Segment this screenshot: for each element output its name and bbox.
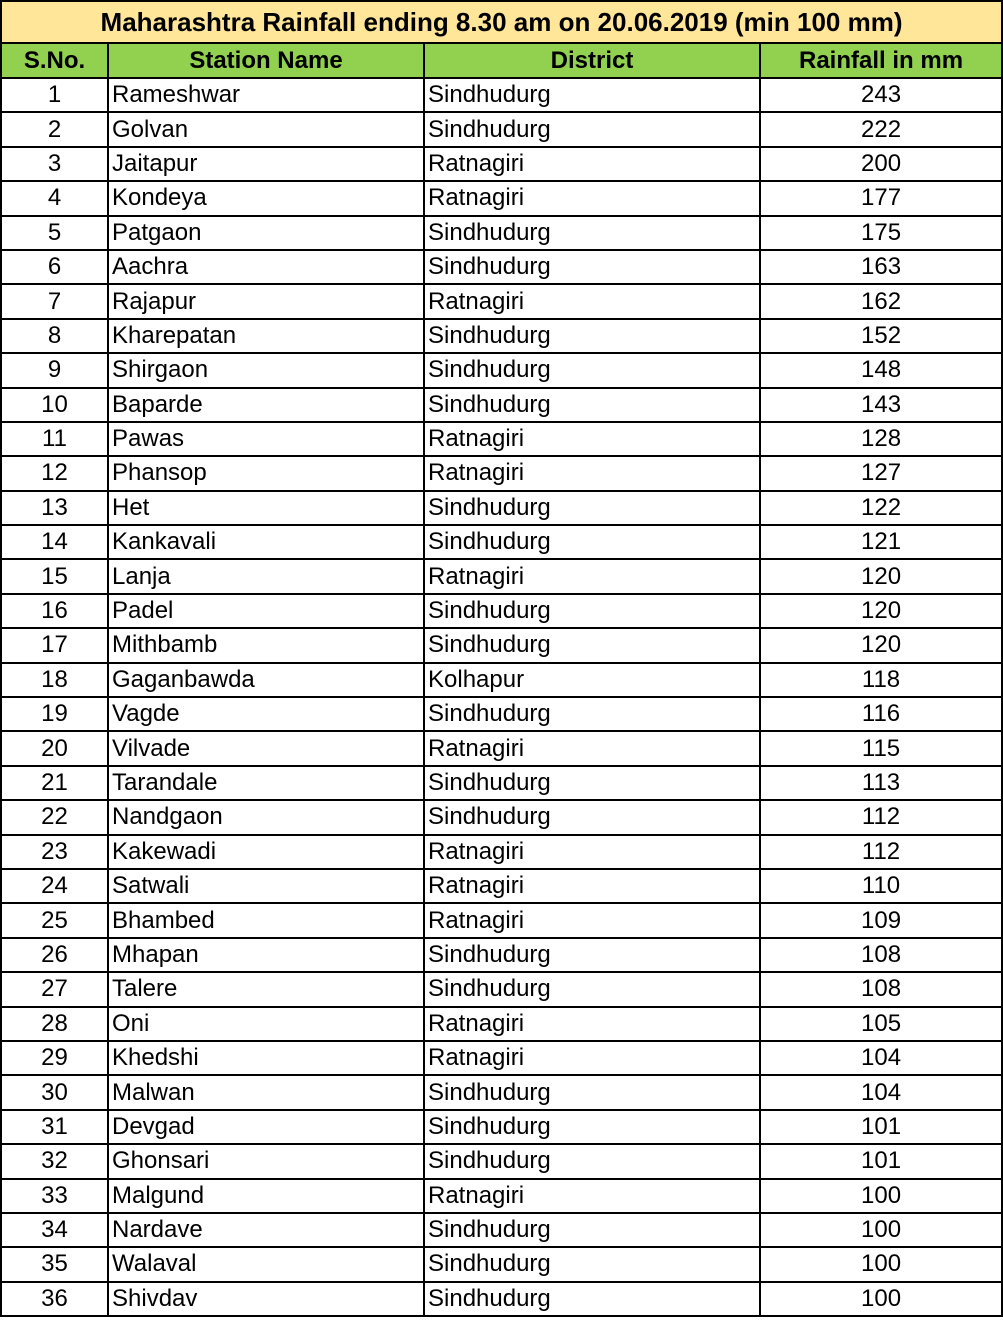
cell-sno: 19 [1, 697, 108, 731]
cell-sno: 24 [1, 869, 108, 903]
cell-district: Ratnagiri [424, 422, 760, 456]
table-row [1, 388, 1002, 422]
cell-rainfall: 222 [760, 112, 1002, 146]
cell-rainfall: 116 [760, 697, 1002, 731]
cell-rainfall: 112 [760, 800, 1002, 834]
cell-station-name: Kondeya [108, 181, 424, 215]
cell-district: Sindhudurg [424, 594, 760, 628]
cell-station-name: Phansop [108, 456, 424, 490]
table-row [1, 216, 1002, 250]
table-title: Maharashtra Rainfall ending 8.30 am on 20.06.2019 (min 100 mm) [1, 1, 1002, 43]
table-row [1, 112, 1002, 146]
cell-station-name: Malwan [108, 1075, 424, 1109]
cell-district: Sindhudurg [424, 800, 760, 834]
header-rainfall: Rainfall in mm [760, 43, 1002, 78]
cell-station-name: Devgad [108, 1110, 424, 1144]
cell-station-name: Bhambed [108, 903, 424, 937]
cell-sno: 5 [1, 216, 108, 250]
table-row [1, 1213, 1002, 1247]
cell-station-name: Oni [108, 1007, 424, 1041]
cell-station-name: Vilvade [108, 731, 424, 765]
cell-station-name: Malgund [108, 1179, 424, 1213]
cell-rainfall: 120 [760, 628, 1002, 662]
cell-rainfall: 110 [760, 869, 1002, 903]
cell-rainfall: 152 [760, 319, 1002, 353]
cell-district: Sindhudurg [424, 628, 760, 662]
cell-rainfall: 104 [760, 1041, 1002, 1075]
cell-district: Sindhudurg [424, 216, 760, 250]
cell-station-name: Satwali [108, 869, 424, 903]
cell-sno: 23 [1, 835, 108, 869]
header-sno: S.No. [1, 43, 108, 78]
cell-station-name: Ghonsari [108, 1144, 424, 1178]
table-row [1, 559, 1002, 593]
cell-rainfall: 175 [760, 216, 1002, 250]
cell-station-name: Rajapur [108, 284, 424, 318]
cell-sno: 35 [1, 1247, 108, 1281]
cell-district: Sindhudurg [424, 938, 760, 972]
table-row [1, 78, 1002, 112]
cell-district: Kolhapur [424, 663, 760, 697]
table-row [1, 1282, 1002, 1316]
cell-sno: 20 [1, 731, 108, 765]
cell-rainfall: 100 [760, 1179, 1002, 1213]
cell-district: Sindhudurg [424, 697, 760, 731]
table-row [1, 835, 1002, 869]
table-row [1, 1041, 1002, 1075]
cell-district: Sindhudurg [424, 78, 760, 112]
cell-rainfall: 108 [760, 938, 1002, 972]
table-row [1, 1007, 1002, 1041]
cell-rainfall: 162 [760, 284, 1002, 318]
cell-rainfall: 113 [760, 766, 1002, 800]
cell-rainfall: 200 [760, 147, 1002, 181]
cell-sno: 21 [1, 766, 108, 800]
cell-sno: 9 [1, 353, 108, 387]
table-row [1, 147, 1002, 181]
table-row [1, 972, 1002, 1006]
cell-rainfall: 104 [760, 1075, 1002, 1109]
cell-district: Sindhudurg [424, 1282, 760, 1316]
cell-sno: 27 [1, 972, 108, 1006]
header-district: District [424, 43, 760, 78]
table-row [1, 594, 1002, 628]
cell-rainfall: 105 [760, 1007, 1002, 1041]
header-row [1, 43, 1002, 78]
cell-sno: 16 [1, 594, 108, 628]
cell-district: Sindhudurg [424, 766, 760, 800]
table-row [1, 938, 1002, 972]
cell-district: Sindhudurg [424, 112, 760, 146]
cell-sno: 18 [1, 663, 108, 697]
cell-station-name: Mhapan [108, 938, 424, 972]
table-row [1, 491, 1002, 525]
cell-district: Ratnagiri [424, 456, 760, 490]
cell-rainfall: 128 [760, 422, 1002, 456]
table-row [1, 181, 1002, 215]
cell-station-name: Padel [108, 594, 424, 628]
cell-station-name: Walaval [108, 1247, 424, 1281]
cell-rainfall: 177 [760, 181, 1002, 215]
cell-station-name: Jaitapur [108, 147, 424, 181]
cell-station-name: Tarandale [108, 766, 424, 800]
cell-sno: 26 [1, 938, 108, 972]
cell-rainfall: 122 [760, 491, 1002, 525]
cell-district: Ratnagiri [424, 1007, 760, 1041]
cell-district: Ratnagiri [424, 835, 760, 869]
cell-sno: 28 [1, 1007, 108, 1041]
cell-sno: 34 [1, 1213, 108, 1247]
table-row [1, 869, 1002, 903]
header-station-name: Station Name [108, 43, 424, 78]
cell-rainfall: 243 [760, 78, 1002, 112]
cell-district: Sindhudurg [424, 491, 760, 525]
cell-station-name: Nandgaon [108, 800, 424, 834]
cell-rainfall: 148 [760, 353, 1002, 387]
cell-sno: 32 [1, 1144, 108, 1178]
cell-station-name: Gaganbawda [108, 663, 424, 697]
cell-station-name: Nardave [108, 1213, 424, 1247]
cell-station-name: Shirgaon [108, 353, 424, 387]
cell-district: Sindhudurg [424, 972, 760, 1006]
cell-district: Ratnagiri [424, 869, 760, 903]
table-body [1, 78, 1002, 1316]
cell-station-name: Kharepatan [108, 319, 424, 353]
table-row [1, 284, 1002, 318]
cell-rainfall: 143 [760, 388, 1002, 422]
cell-district: Ratnagiri [424, 903, 760, 937]
cell-district: Ratnagiri [424, 181, 760, 215]
table-row [1, 1179, 1002, 1213]
cell-sno: 25 [1, 903, 108, 937]
cell-sno: 30 [1, 1075, 108, 1109]
cell-district: Sindhudurg [424, 388, 760, 422]
table-row [1, 250, 1002, 284]
cell-rainfall: 100 [760, 1282, 1002, 1316]
cell-sno: 4 [1, 181, 108, 215]
cell-district: Sindhudurg [424, 525, 760, 559]
table-row [1, 525, 1002, 559]
cell-district: Ratnagiri [424, 284, 760, 318]
cell-rainfall: 121 [760, 525, 1002, 559]
cell-district: Ratnagiri [424, 1041, 760, 1075]
cell-rainfall: 115 [760, 731, 1002, 765]
cell-sno: 10 [1, 388, 108, 422]
cell-sno: 2 [1, 112, 108, 146]
cell-rainfall: 127 [760, 456, 1002, 490]
cell-station-name: Aachra [108, 250, 424, 284]
cell-station-name: Rameshwar [108, 78, 424, 112]
cell-sno: 36 [1, 1282, 108, 1316]
cell-rainfall: 112 [760, 835, 1002, 869]
cell-rainfall: 109 [760, 903, 1002, 937]
cell-district: Sindhudurg [424, 250, 760, 284]
cell-station-name: Kakewadi [108, 835, 424, 869]
cell-station-name: Het [108, 491, 424, 525]
cell-rainfall: 163 [760, 250, 1002, 284]
table-row [1, 1144, 1002, 1178]
cell-station-name: Talere [108, 972, 424, 1006]
cell-sno: 12 [1, 456, 108, 490]
cell-rainfall: 101 [760, 1110, 1002, 1144]
table-row [1, 353, 1002, 387]
cell-rainfall: 120 [760, 594, 1002, 628]
cell-district: Sindhudurg [424, 1247, 760, 1281]
cell-rainfall: 120 [760, 559, 1002, 593]
table-row [1, 456, 1002, 490]
cell-sno: 14 [1, 525, 108, 559]
table-row [1, 903, 1002, 937]
cell-rainfall: 118 [760, 663, 1002, 697]
cell-sno: 8 [1, 319, 108, 353]
cell-station-name: Baparde [108, 388, 424, 422]
table-row [1, 1247, 1002, 1281]
cell-sno: 15 [1, 559, 108, 593]
cell-sno: 1 [1, 78, 108, 112]
cell-district: Ratnagiri [424, 147, 760, 181]
cell-station-name: Lanja [108, 559, 424, 593]
table-row [1, 800, 1002, 834]
cell-district: Sindhudurg [424, 1144, 760, 1178]
cell-station-name: Kankavali [108, 525, 424, 559]
cell-sno: 13 [1, 491, 108, 525]
cell-station-name: Shivdav [108, 1282, 424, 1316]
cell-station-name: Patgaon [108, 216, 424, 250]
table-row [1, 1075, 1002, 1109]
table-row [1, 319, 1002, 353]
cell-district: Ratnagiri [424, 731, 760, 765]
cell-district: Sindhudurg [424, 1213, 760, 1247]
table-row [1, 422, 1002, 456]
cell-sno: 29 [1, 1041, 108, 1075]
cell-sno: 33 [1, 1179, 108, 1213]
cell-sno: 31 [1, 1110, 108, 1144]
cell-rainfall: 100 [760, 1213, 1002, 1247]
cell-district: Sindhudurg [424, 353, 760, 387]
cell-district: Sindhudurg [424, 1110, 760, 1144]
cell-station-name: Mithbamb [108, 628, 424, 662]
cell-district: Ratnagiri [424, 1179, 760, 1213]
cell-rainfall: 108 [760, 972, 1002, 1006]
cell-rainfall: 100 [760, 1247, 1002, 1281]
cell-sno: 17 [1, 628, 108, 662]
cell-sno: 6 [1, 250, 108, 284]
cell-sno: 7 [1, 284, 108, 318]
table-row [1, 628, 1002, 662]
cell-station-name: Khedshi [108, 1041, 424, 1075]
cell-station-name: Vagde [108, 697, 424, 731]
cell-sno: 11 [1, 422, 108, 456]
title-row [1, 1, 1002, 43]
table-row [1, 731, 1002, 765]
cell-station-name: Pawas [108, 422, 424, 456]
cell-rainfall: 101 [760, 1144, 1002, 1178]
cell-sno: 22 [1, 800, 108, 834]
cell-district: Sindhudurg [424, 319, 760, 353]
cell-sno: 3 [1, 147, 108, 181]
cell-station-name: Golvan [108, 112, 424, 146]
table-row [1, 766, 1002, 800]
table-row [1, 663, 1002, 697]
cell-district: Ratnagiri [424, 559, 760, 593]
table-row [1, 1110, 1002, 1144]
table-row [1, 697, 1002, 731]
cell-district: Sindhudurg [424, 1075, 760, 1109]
